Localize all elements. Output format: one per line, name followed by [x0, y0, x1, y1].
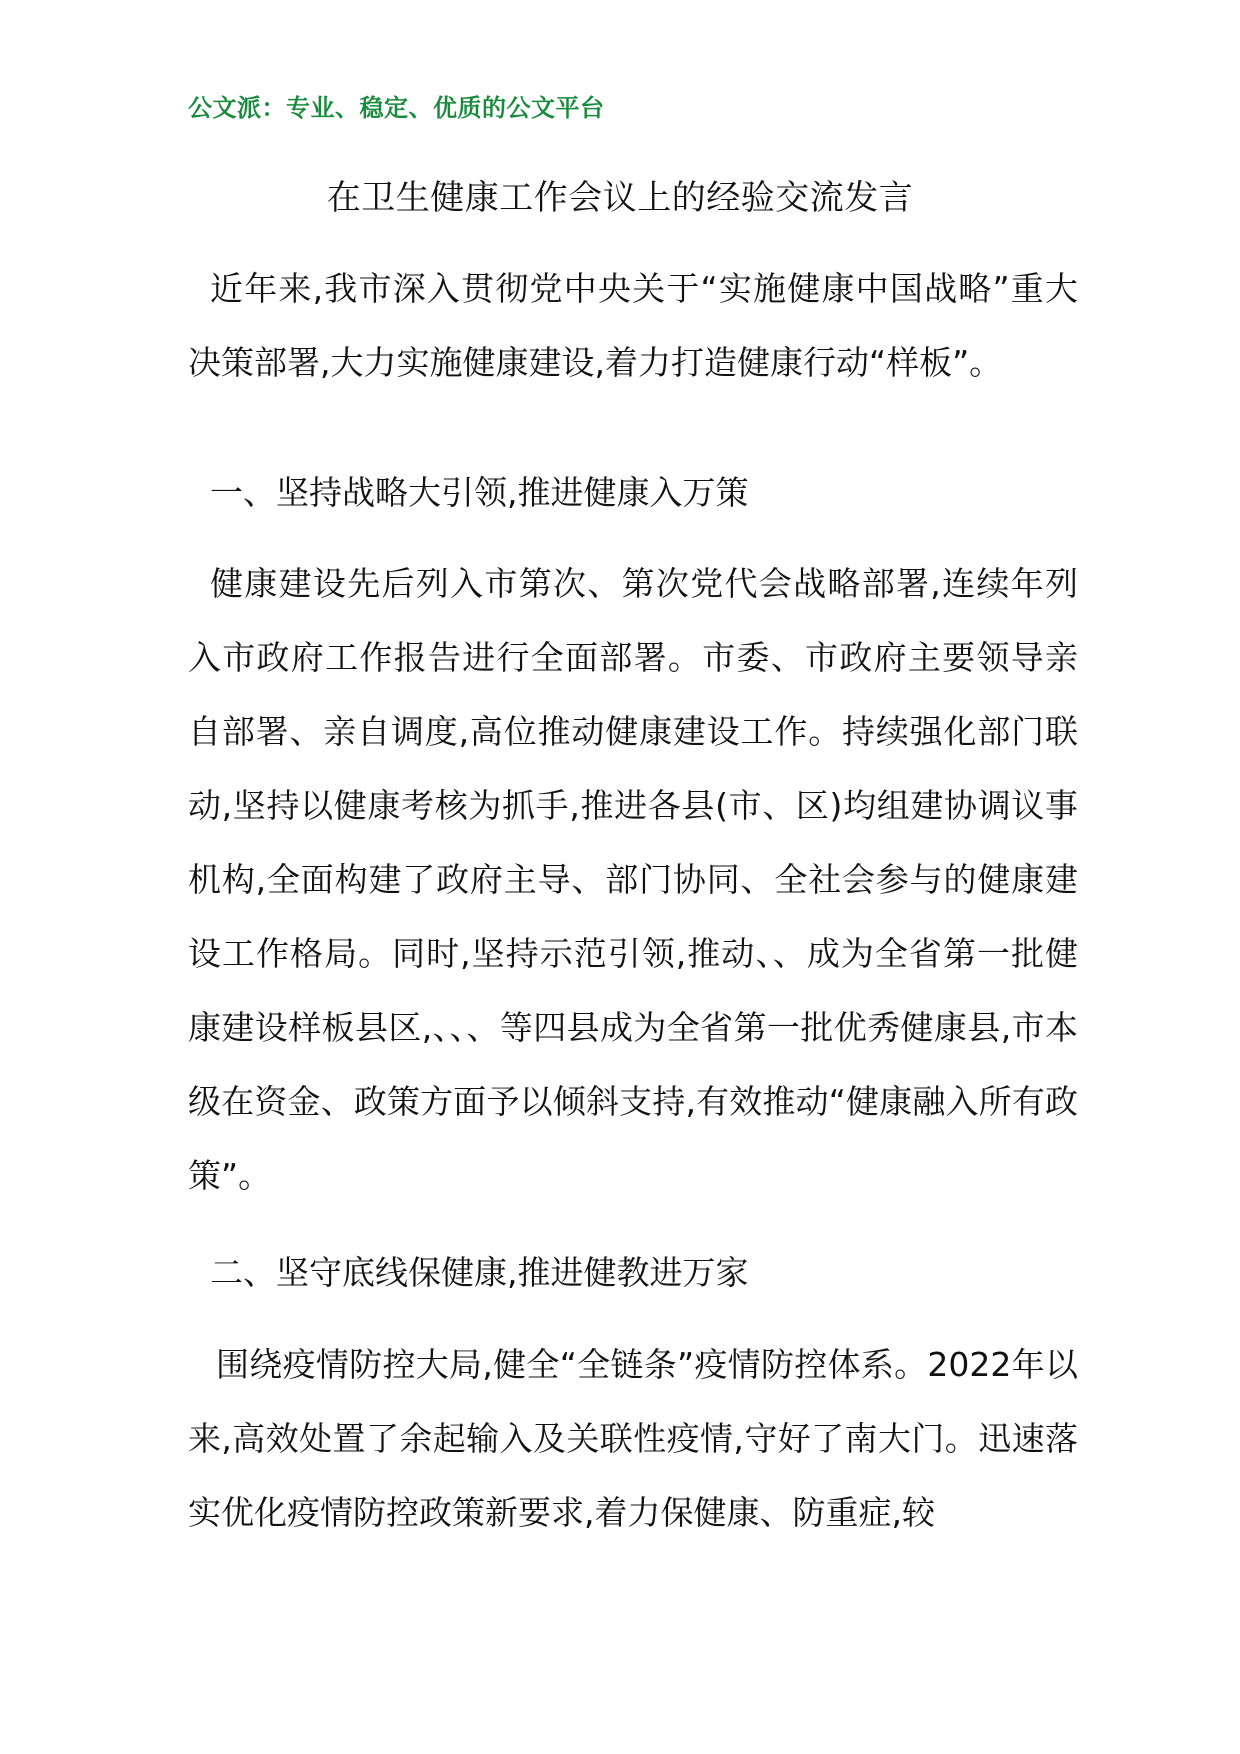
section-paragraph-2: 围绕疫情防控大局,健全“全链条”疫情防控体系。2022年以来,高效处置了余起输入及关联性疫情,守好了南大门。迅速落实优化疫情防控政策新要求,着力保健康、防重症,较 — [188, 1345, 1078, 1532]
section-heading-2: 二、坚守底线保健康,推进健教进万家 — [210, 1253, 749, 1292]
intro-paragraph: 近年来,我市深入贯彻党中央关于“实施健康中国战略”重大决策部署,大力实施健康建设,着力打造健康行动“样板”。 — [188, 269, 1078, 382]
document-title: 在卫生健康工作会议上的经验交流发言 — [326, 178, 914, 218]
section-heading-1: 一、坚持战略大引领,推进健康入万策 — [210, 473, 749, 512]
section-paragraph-1: 健康建设先后列入市第次、第次党代会战略部署,连续年列入市政府工作报告进行全面部署。市委、市政府主要领导亲自部署、亲自调度,高位推动健康建设工作。持续强化部门联动,坚持以健康考核为抓手,推进各县(市、区)均组建协调议事机构,全面构建了政府主导、部门协同、全社会参与的健康建设工作格局。同时,坚持示范引领,推动、、成为全省第一批健康建设样板县区,、、、等四县成为全省第一批优秀健康县,市本级在资金、政策方面予以倾斜支持,有效推动“健康融入所有政策”。 — [188, 564, 1078, 1195]
site-slogan: 公文派：专业、稳定、优质的公文平台 — [188, 94, 605, 122]
